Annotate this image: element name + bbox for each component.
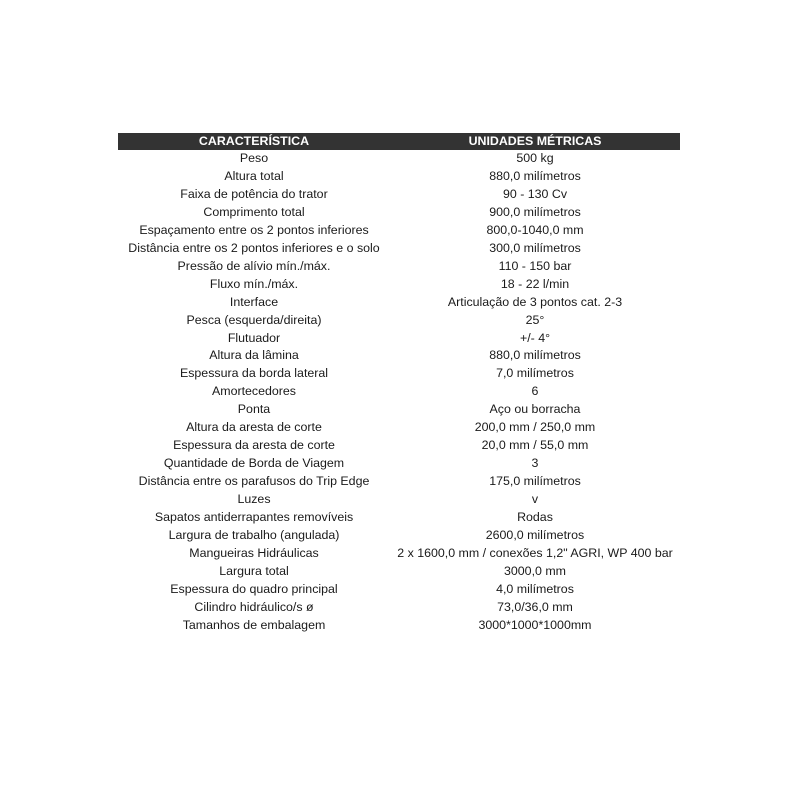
spec-name-cell: Tamanhos de embalagem: [182, 617, 326, 632]
spec-name-cell: Largura de trabalho (angulada): [168, 528, 340, 543]
spec-name-cell: Distância entre os 2 pontos inferiores e o solo: [128, 240, 380, 255]
spec-name-cell: Flutuador: [227, 330, 281, 345]
spec-value-cell: 4,0 milímetros: [496, 581, 574, 596]
spec-name-cell: Faixa de potência do trator: [180, 186, 328, 201]
header-characteristic: CARACTERÍSTICA: [118, 133, 390, 150]
table-row: [118, 330, 680, 348]
table-body: [118, 150, 680, 635]
spec-value-cell: v: [531, 492, 539, 507]
spec-name-cell: Espessura do quadro principal: [170, 581, 338, 596]
spec-value-cell: 3000*1000*1000mm: [478, 617, 592, 632]
spec-value-cell: Rodas: [517, 510, 553, 525]
spec-name-cell: Luzes: [237, 492, 271, 507]
table-row: [118, 437, 680, 455]
spec-name-cell: Altura da lâmina: [209, 348, 299, 363]
table-row: [118, 222, 680, 240]
spec-value-cell: 6: [531, 384, 539, 399]
spec-value-cell: 73,0/36,0 mm: [497, 599, 573, 614]
spec-value-cell: 7,0 milímetros: [496, 366, 574, 381]
spec-value-cell: 90 - 130 Cv: [502, 186, 568, 201]
spec-value-cell: 880,0 milímetros: [489, 348, 581, 363]
spec-name-cell: Altura da aresta de corte: [186, 420, 322, 435]
table-row: [118, 150, 680, 168]
table-row: [118, 545, 680, 563]
spec-name-cell: Espaçamento entre os 2 pontos inferiores: [139, 222, 369, 237]
spec-name-cell: Distância entre os parafusos do Trip Edge: [138, 474, 370, 489]
spec-value-cell: 800,0-1040,0 mm: [486, 222, 584, 237]
spec-value-cell: 2600,0 milímetros: [485, 528, 585, 543]
table-row: [118, 347, 680, 365]
spec-value-cell: Aço ou borracha: [489, 402, 581, 417]
table-row: [118, 455, 680, 473]
spec-name-cell: Pesca (esquerda/direita): [186, 312, 322, 327]
spec-value-cell: 18 - 22 l/min: [500, 276, 570, 291]
table-row: [118, 258, 680, 276]
table-row: [118, 204, 680, 222]
table-row: [118, 240, 680, 258]
spec-name-cell: Cilindro hidráulico/s ø: [194, 599, 314, 614]
spec-value-cell: 3000,0 mm: [504, 563, 566, 578]
spec-name-cell: Ponta: [237, 402, 271, 417]
spec-name-cell: Sapatos antiderrapantes removíveis: [154, 510, 354, 525]
spec-value-cell: 500 kg: [516, 151, 554, 165]
spec-name-cell: Quantidade de Borda de Viagem: [163, 456, 345, 471]
header-metric-units: UNIDADES MÉTRICAS: [390, 133, 680, 150]
table-header-row: [118, 133, 680, 150]
spec-name-cell: Altura total: [224, 168, 284, 183]
table-row: [118, 383, 680, 401]
spec-name-cell: Largura total: [219, 563, 289, 578]
spec-value-cell: 110 - 150 bar: [498, 258, 572, 273]
spec-value-cell: +/- 4°: [519, 330, 551, 345]
spec-name-cell: Espessura da aresta de corte: [173, 438, 335, 453]
table-row: [118, 509, 680, 527]
spec-value-cell: 200,0 mm / 250,0 mm: [474, 420, 596, 435]
table-row: [118, 186, 680, 204]
table-row: [118, 563, 680, 581]
spec-value-cell: 300,0 milímetros: [489, 240, 581, 255]
table-row: [118, 401, 680, 419]
table-row: [118, 491, 680, 509]
spec-value-cell: Articulação de 3 pontos cat. 2-3: [447, 294, 623, 309]
spec-value-cell: 20,0 mm / 55,0 mm: [481, 438, 589, 453]
table-row: [118, 294, 680, 312]
spec-value-cell: 3: [531, 456, 539, 471]
spec-value-cell: 2 x 1600,0 mm / conexões 1,2" AGRI, WP 400 bar: [397, 545, 673, 560]
spec-name-cell: Pressão de alívio mín./máx.: [177, 258, 331, 273]
spec-table: [118, 133, 680, 635]
spec-name-cell: Comprimento total: [203, 204, 305, 219]
spec-name-cell: Espessura da borda lateral: [179, 366, 329, 381]
table-row: [118, 473, 680, 491]
table-row: [118, 527, 680, 545]
table-row: [118, 599, 680, 617]
table-row: [118, 419, 680, 437]
spec-name-cell: Peso: [239, 151, 269, 165]
table-row: [118, 617, 680, 635]
table-row: [118, 365, 680, 383]
table-row: [118, 312, 680, 330]
table-row: [118, 276, 680, 294]
spec-value-cell: 25°: [525, 312, 545, 327]
spec-value-cell: 175,0 milímetros: [489, 474, 581, 489]
spec-name-cell: Mangueiras Hidráulicas: [189, 545, 319, 560]
spec-name-cell: Fluxo mín./máx.: [209, 276, 299, 291]
table-row: [118, 581, 680, 599]
table-row: [118, 168, 680, 186]
spec-value-cell: 880,0 milímetros: [489, 168, 581, 183]
spec-value-cell: 900,0 milímetros: [489, 204, 581, 219]
spec-name-cell: Amortecedores: [211, 384, 297, 399]
spec-name-cell: Interface: [229, 294, 279, 309]
